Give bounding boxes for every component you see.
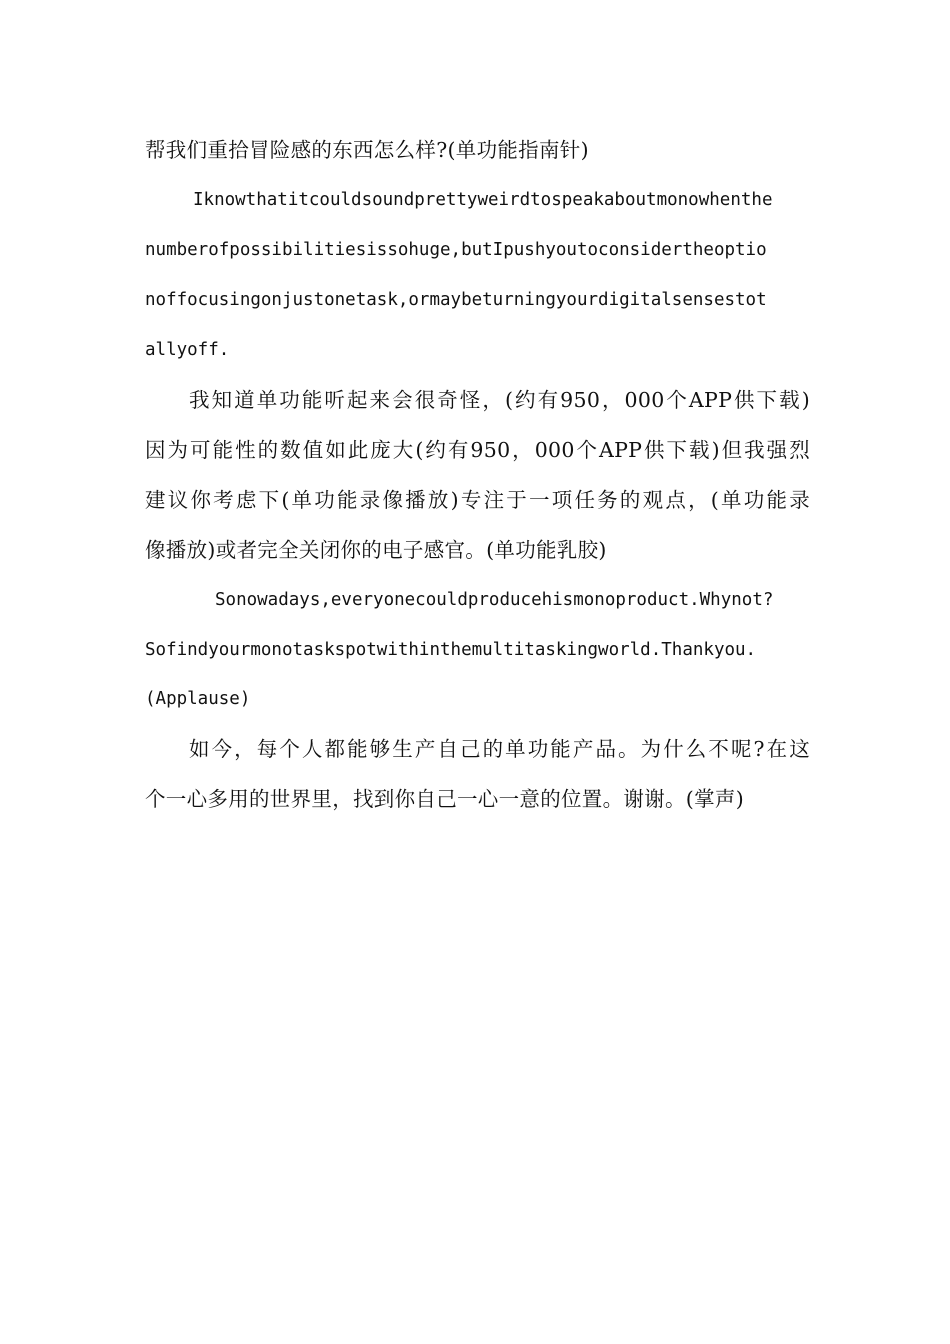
text-line-4: noffocusingonjustonetask,ormaybeturningyourdigitalsensestot <box>145 290 767 310</box>
text-line-9: 像播放)或者完全关闭你的电子感官。(单功能乳胶) <box>145 538 607 562</box>
text-line-14: 个一心多用的世界里，找到你自己一心一意的位置。谢谢。(掌声) <box>145 787 744 811</box>
text-line-7: 因为可能性的数值如此庞大(约有950，000个APP供下载)但我强烈 <box>145 438 810 462</box>
text-line-6: 我知道单功能听起来会很奇怪，(约有950，000个APP供下载) <box>189 388 810 412</box>
text-line-1: 帮我们重拾冒险感的东西怎么样?(单功能指南针) <box>145 138 589 162</box>
text-line-11: Sofindyourmonotaskspotwithinthemultitaskingworld.Thankyou. <box>145 640 757 660</box>
text-line-12: (Applause) <box>145 689 251 709</box>
text-line-13: 如今，每个人都能够生产自己的单功能产品。为什么不呢?在这 <box>189 737 810 761</box>
text-line-8: 建议你考虑下(单功能录像播放)专注于一项任务的观点，(单功能录 <box>145 488 810 512</box>
text-line-10: Sonowadays,everyonecouldproducehismonoproduct.Whynot? <box>215 590 774 610</box>
text-line-3: numberofpossibilitiesissohuge,butIpushyoutoconsidertheoptio <box>145 240 767 260</box>
text-line-2: Iknowthatitcouldsoundprettyweirdtospeakaboutmonowhenthe <box>193 190 773 210</box>
text-line-5: allyoff. <box>145 340 230 360</box>
